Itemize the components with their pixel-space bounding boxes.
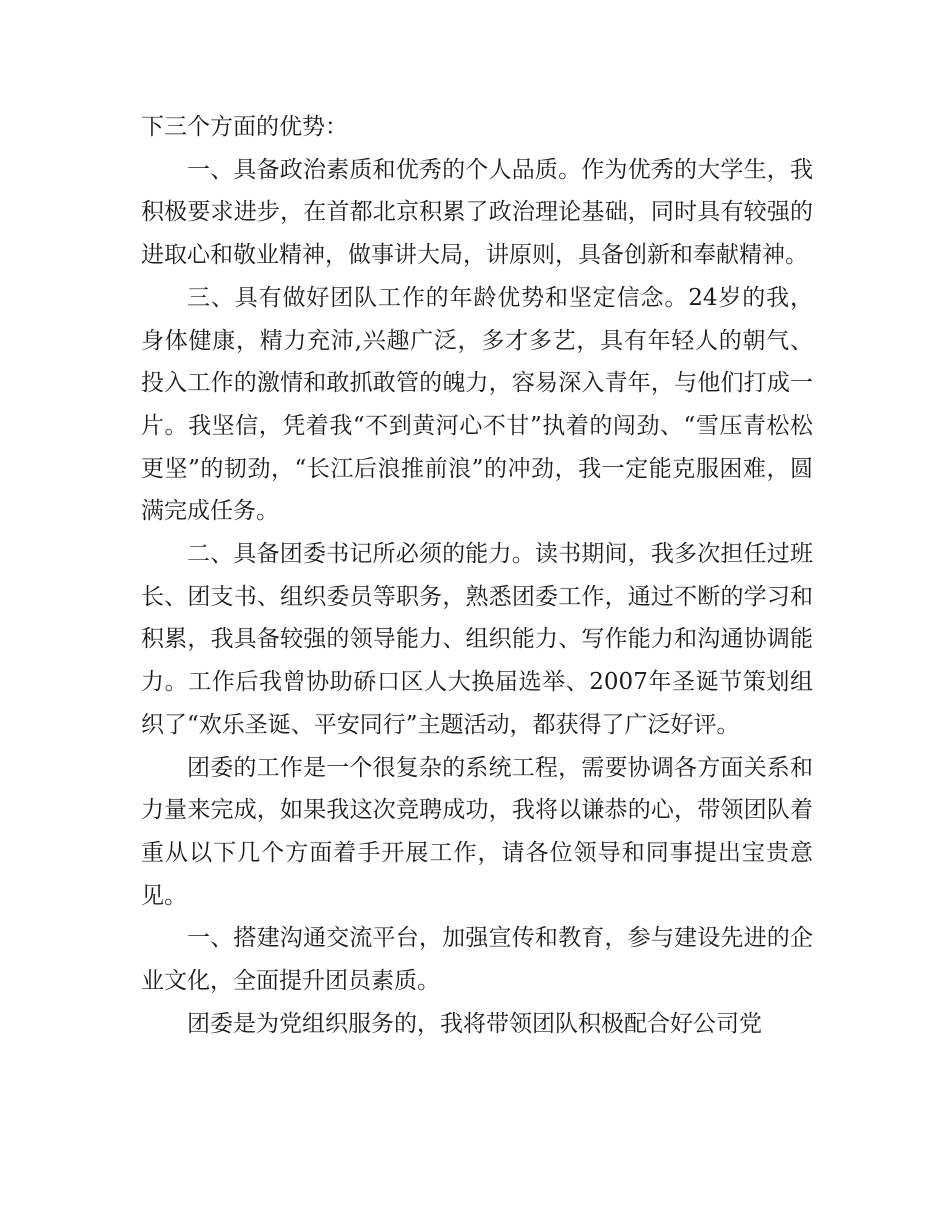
paragraph-plan-item-1: 一、搭建沟通交流平台，加强宣传和教育，参与建设先进的企业文化，全面提升团员素质。 (141, 925, 813, 995)
paragraph-party-service: 团委是为党组织服务的，我将带领团队积极配合好公司党 (187, 1010, 762, 1037)
document-body (141, 106, 813, 1045)
paragraph-political-quality: 一、具备政治素质和优秀的个人品质。作为优秀的大学生，我积极要求进步，在首都北京积累了政治理论基础，同时具有较强的进取心和敬业精神，做事讲大局，讲原则，具备创新和奉献精神。 (141, 156, 813, 269)
paragraph-ability: 二、具备团委书记所必须的能力。读书期间，我多次担任过班长、团支书、组织委员等职务，熟悉团委工作，通过不断的学习和积累，我具备较强的领导能力、组织能力、写作能力和沟通协调能力。工作后我曾协助硚口区人大换届选举、2007年圣诞节策划组织了“欢乐圣诞、平安同行”主题活动，都获得了广泛好评。 (141, 541, 813, 738)
paragraph-age-advantage: 三、具有做好团队工作的年龄优势和坚定信念。24岁的我，身体健康，精力充沛,兴趣广泛，多才多艺，具有年轻人的朝气、投入工作的激情和敢抓敢管的魄力，容易深入青年，与他们打成一片。我坚信，凭着我“不到黄河心不甘”执着的闯劲、“雪压青松松更坚”的韧劲，“长江后浪推前浪”的冲劲，我一定能克服困难，圆满完成任务。 (141, 284, 813, 525)
paragraph-work-plan-intro: 团委的工作是一个很复杂的系统工程，需要协调各方面关系和力量来完成，如果我这次竞聘成功，我将以谦恭的心，带领团队着重从以下几个方面着手开展工作，请各位领导和同事提出宝贵意见。 (141, 754, 813, 909)
paragraph-continuation: 下三个方面的优势： (141, 114, 348, 140)
